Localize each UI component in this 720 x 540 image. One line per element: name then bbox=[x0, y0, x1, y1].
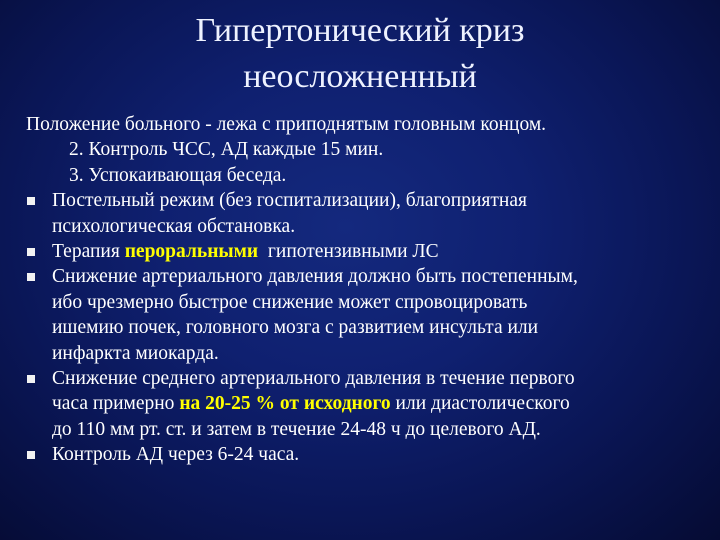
text-run: часа примерно bbox=[52, 393, 180, 415]
emphasis-text: пероральными bbox=[124, 241, 259, 263]
bullet-text-line: инфаркта миокарда. bbox=[52, 342, 219, 364]
numbered-item-2: 2. Контроль ЧСС, АД каждые 15 мин. bbox=[69, 139, 384, 161]
bullet-item-mean-pressure bbox=[26, 366, 706, 442]
bullet-item-bp-control bbox=[26, 442, 706, 467]
bullet-item-bed-rest bbox=[26, 188, 706, 239]
square-bullet-icon bbox=[27, 273, 35, 281]
intro-text: Положение больного - лежа с приподнятым головным концом. bbox=[26, 114, 547, 135]
bullet-text-line: Снижение среднего артериального давления в течение первого bbox=[52, 368, 575, 390]
square-bullet-icon bbox=[27, 197, 35, 205]
bullet-text-line: психологическая обстановка. bbox=[52, 215, 296, 237]
square-bullet-icon bbox=[27, 375, 35, 383]
bullet-text-line: ишемию почек, головного мозга с развитием инсульта или bbox=[52, 317, 539, 339]
title-line-2: неосложненный bbox=[243, 58, 477, 95]
text-run: Терапия bbox=[52, 241, 125, 263]
title-line-1: Гипертонический криз bbox=[195, 12, 525, 49]
bullet-text-line: Снижение артериального давления должно быть постепенным, bbox=[52, 266, 578, 288]
square-bullet-icon bbox=[27, 248, 35, 256]
bullet-text-line bbox=[52, 391, 706, 416]
emphasis-text: на 20-25 % от исходного bbox=[179, 393, 391, 415]
bullet-text-line: до 110 мм рт. ст. и затем в течение 24-48 ч до целевого АД. bbox=[52, 418, 541, 440]
text-run: гипотензивными ЛС bbox=[258, 241, 439, 263]
bullet-text-line: Постельный режим (без госпитализации), благоприятная bbox=[52, 190, 527, 212]
text-run: или диастолического bbox=[390, 393, 570, 415]
slide-content bbox=[26, 112, 706, 468]
bullet-text-line: ибо чрезмерно быстрое снижение может спровоцировать bbox=[52, 291, 528, 313]
bullet-text-line bbox=[52, 239, 706, 264]
bullet-item-gradual-reduction bbox=[26, 264, 706, 366]
square-bullet-icon bbox=[27, 451, 35, 459]
bullet-text-line: Контроль АД через 6-24 часа. bbox=[52, 444, 300, 466]
slide-title bbox=[20, 8, 700, 100]
bullet-item-oral-therapy bbox=[26, 239, 706, 264]
numbered-item-3: 3. Успокаивающая беседа. bbox=[69, 164, 287, 186]
